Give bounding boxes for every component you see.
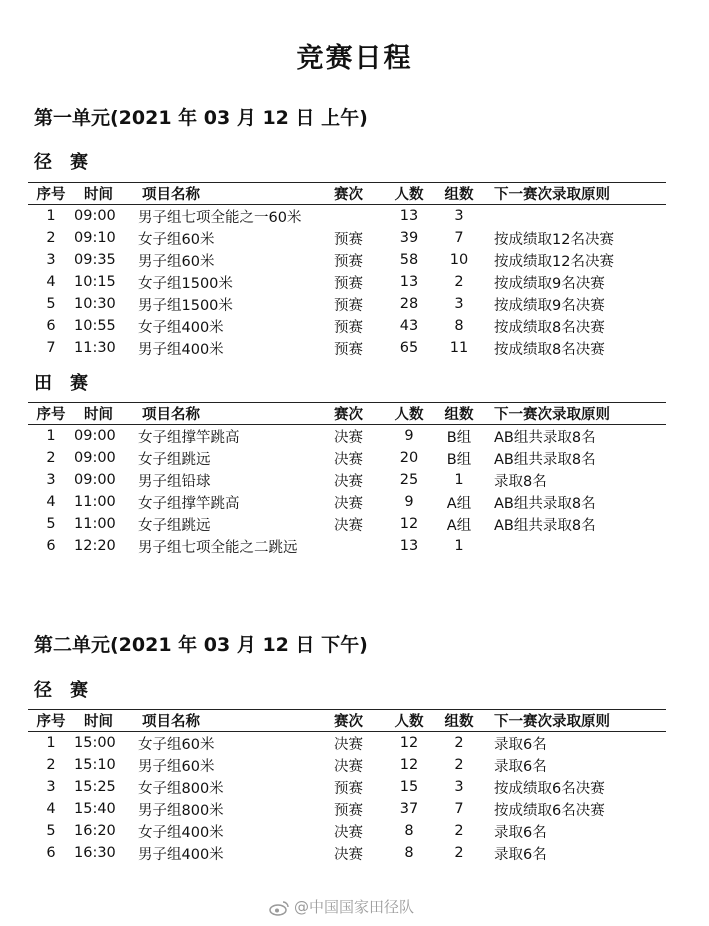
cell-round: 预赛	[334, 802, 363, 819]
cell-time: 10:15	[74, 274, 116, 290]
cell-no: 3	[46, 252, 56, 268]
cell-no: 5	[46, 516, 56, 532]
cell-event: 女子组跳远	[138, 451, 211, 468]
cell-groups: A组	[446, 495, 472, 512]
cell-groups: 2	[454, 735, 464, 751]
cell-round: 决赛	[334, 473, 363, 490]
cell-time: 12:20	[74, 538, 116, 554]
table-row	[28, 447, 666, 469]
cell-count: 37	[399, 801, 419, 817]
cell-groups: 1	[454, 472, 464, 488]
cell-round: 预赛	[334, 253, 363, 270]
cell-event: 男子组400米	[138, 846, 224, 863]
cell-count: 9	[404, 494, 414, 510]
column-header-no: 序号	[28, 710, 74, 732]
cell-round: 预赛	[334, 341, 363, 358]
cell-time: 16:30	[74, 845, 116, 861]
table-row	[28, 491, 666, 513]
column-header-count: 人数	[384, 710, 434, 732]
table-header-row	[28, 403, 666, 425]
cell-round: 决赛	[334, 846, 363, 863]
cell-rule: 录取6名	[494, 824, 547, 841]
column-header-count: 人数	[384, 183, 434, 205]
cell-rule: AB组共录取8名	[494, 429, 596, 446]
cell-time: 15:00	[74, 735, 116, 751]
cell-time: 10:30	[74, 296, 116, 312]
cell-count: 15	[399, 779, 419, 795]
cell-no: 3	[46, 779, 56, 795]
table-row	[28, 820, 666, 842]
cell-rule: 录取6名	[494, 758, 547, 775]
cell-groups: 11	[449, 340, 469, 356]
weibo-icon	[268, 900, 290, 916]
cell-count: 8	[404, 845, 414, 861]
column-header-groups: 组数	[434, 710, 484, 732]
cell-rule: 按成绩取8名决赛	[494, 319, 605, 336]
cell-event: 男子组七项全能之一60米	[138, 209, 302, 226]
cell-event: 男子组铅球	[138, 473, 211, 490]
cell-round: 预赛	[334, 780, 363, 797]
column-header-groups: 组数	[434, 183, 484, 205]
cell-event: 女子组撑竿跳高	[138, 429, 240, 446]
unit-heading-morning: 第一单元(2021 年 03 月 12 日 上午)	[34, 107, 368, 129]
cell-rule: 按成绩取12名决赛	[494, 253, 614, 270]
cell-time: 09:00	[74, 472, 116, 488]
cell-count: 8	[404, 823, 414, 839]
cell-event: 女子组60米	[138, 231, 215, 248]
table-header-row	[28, 183, 666, 205]
section-title-track: 径 赛	[34, 152, 88, 173]
cell-rule: 按成绩取12名决赛	[494, 231, 614, 248]
cell-no: 5	[46, 823, 56, 839]
cell-groups: B组	[446, 451, 472, 468]
cell-time: 09:00	[74, 208, 116, 224]
cell-no: 6	[46, 538, 56, 554]
cell-time: 16:20	[74, 823, 116, 839]
cell-no: 2	[46, 757, 56, 773]
cell-count: 12	[399, 516, 419, 532]
cell-time: 10:55	[74, 318, 116, 334]
unit-heading-afternoon: 第二单元(2021 年 03 月 12 日 下午)	[34, 634, 368, 656]
cell-no: 5	[46, 296, 56, 312]
schedule-table-track-morning	[28, 182, 666, 359]
cell-count: 13	[399, 274, 419, 290]
table-row	[28, 513, 666, 535]
cell-rule: 按成绩取9名决赛	[494, 297, 605, 314]
cell-event: 女子组400米	[138, 824, 224, 841]
cell-groups: 2	[454, 274, 464, 290]
cell-count: 28	[399, 296, 419, 312]
cell-time: 15:40	[74, 801, 116, 817]
cell-round: 预赛	[334, 231, 363, 248]
cell-rule: 按成绩取6名决赛	[494, 802, 605, 819]
table-row	[28, 293, 666, 315]
cell-count: 13	[399, 538, 419, 554]
cell-rule: 录取8名	[494, 473, 547, 490]
cell-event: 男子组七项全能之二跳远	[138, 539, 298, 556]
cell-rule: 按成绩取6名决赛	[494, 780, 605, 797]
column-header-no: 序号	[28, 183, 74, 205]
cell-round: 决赛	[334, 758, 363, 775]
cell-event: 女子组1500米	[138, 275, 233, 292]
table-row	[28, 337, 666, 359]
cell-count: 65	[399, 340, 419, 356]
cell-groups: 7	[454, 230, 464, 246]
column-header-rule: 下一赛次录取原则	[484, 183, 666, 205]
cell-groups: 2	[454, 823, 464, 839]
cell-no: 1	[46, 208, 56, 224]
table-row	[28, 776, 666, 798]
table-row	[28, 842, 666, 864]
table-row	[28, 227, 666, 249]
cell-rule: 按成绩取8名决赛	[494, 341, 605, 358]
column-header-time: 时间	[74, 403, 138, 425]
cell-count: 58	[399, 252, 419, 268]
cell-rule: 录取6名	[494, 736, 547, 753]
table-header-row	[28, 710, 666, 732]
table-row	[28, 798, 666, 820]
cell-round: 决赛	[334, 517, 363, 534]
table-row	[28, 315, 666, 337]
cell-no: 7	[46, 340, 56, 356]
cell-event: 男子组60米	[138, 758, 215, 775]
column-header-time: 时间	[74, 710, 138, 732]
cell-rule: AB组共录取8名	[494, 517, 596, 534]
column-header-rule: 下一赛次录取原则	[484, 710, 666, 732]
cell-event: 男子组60米	[138, 253, 215, 270]
cell-round: 决赛	[334, 736, 363, 753]
cell-round	[334, 535, 384, 557]
cell-groups: 3	[454, 779, 464, 795]
table-row	[28, 249, 666, 271]
cell-event: 男子组400米	[138, 341, 224, 358]
cell-rule: AB组共录取8名	[494, 451, 596, 468]
table-row	[28, 469, 666, 491]
cell-groups: 2	[454, 757, 464, 773]
cell-groups: 7	[454, 801, 464, 817]
cell-time: 15:25	[74, 779, 116, 795]
column-header-time: 时间	[74, 183, 138, 205]
cell-groups: 8	[454, 318, 464, 334]
cell-no: 3	[46, 472, 56, 488]
cell-round	[334, 205, 384, 228]
watermark-text: @中国国家田径队	[294, 898, 415, 916]
cell-event: 女子组跳远	[138, 517, 211, 534]
cell-groups: 10	[449, 252, 469, 268]
cell-event: 女子组撑竿跳高	[138, 495, 240, 512]
table-row	[28, 425, 666, 448]
cell-time: 11:00	[74, 516, 116, 532]
cell-count: 13	[399, 208, 419, 224]
cell-count: 20	[399, 450, 419, 466]
cell-count: 43	[399, 318, 419, 334]
cell-groups: B组	[446, 429, 472, 446]
cell-groups: A组	[446, 517, 472, 534]
table-row	[28, 732, 666, 755]
cell-count: 39	[399, 230, 419, 246]
page-title: 竞赛日程	[296, 43, 413, 74]
cell-round: 预赛	[334, 319, 363, 336]
cell-rule: 按成绩取9名决赛	[494, 275, 605, 292]
cell-round: 决赛	[334, 451, 363, 468]
cell-count: 9	[404, 428, 414, 444]
cell-event: 男子组800米	[138, 802, 224, 819]
column-header-round: 赛次	[334, 183, 384, 205]
cell-no: 2	[46, 230, 56, 246]
cell-time: 09:00	[74, 428, 116, 444]
table-row	[28, 754, 666, 776]
cell-groups: 3	[454, 296, 464, 312]
cell-no: 4	[46, 801, 56, 817]
cell-time: 11:30	[74, 340, 116, 356]
cell-time: 15:10	[74, 757, 116, 773]
column-header-event: 项目名称	[138, 710, 334, 732]
column-header-round: 赛次	[334, 710, 384, 732]
cell-event: 女子组400米	[138, 319, 224, 336]
column-header-round: 赛次	[334, 403, 384, 425]
cell-no: 6	[46, 845, 56, 861]
cell-time: 11:00	[74, 494, 116, 510]
schedule-table-field-morning	[28, 402, 666, 557]
cell-groups: 1	[454, 538, 464, 554]
table-row	[28, 271, 666, 293]
cell-time: 09:00	[74, 450, 116, 466]
column-header-groups: 组数	[434, 403, 484, 425]
watermark	[268, 896, 414, 917]
column-header-count: 人数	[384, 403, 434, 425]
cell-time: 09:35	[74, 252, 116, 268]
cell-round: 决赛	[334, 495, 363, 512]
cell-groups: 2	[454, 845, 464, 861]
section-title-track: 径 赛	[34, 680, 88, 701]
column-header-rule: 下一赛次录取原则	[484, 403, 666, 425]
cell-event: 女子组60米	[138, 736, 215, 753]
column-header-event: 项目名称	[138, 403, 334, 425]
cell-count: 12	[399, 735, 419, 751]
cell-event: 男子组1500米	[138, 297, 233, 314]
cell-round: 预赛	[334, 275, 363, 292]
cell-no: 4	[46, 274, 56, 290]
cell-count: 12	[399, 757, 419, 773]
cell-round: 决赛	[334, 824, 363, 841]
cell-rule	[484, 205, 666, 228]
schedule-table-track-afternoon	[28, 709, 666, 864]
cell-rule: AB组共录取8名	[494, 495, 596, 512]
cell-no: 1	[46, 735, 56, 751]
cell-groups: 3	[454, 208, 464, 224]
cell-no: 1	[46, 428, 56, 444]
cell-rule: 录取6名	[494, 846, 547, 863]
cell-no: 6	[46, 318, 56, 334]
cell-no: 2	[46, 450, 56, 466]
cell-count: 25	[399, 472, 419, 488]
table-row	[28, 535, 666, 557]
section-title-field: 田 赛	[34, 373, 88, 394]
cell-round: 预赛	[334, 297, 363, 314]
table-row	[28, 205, 666, 228]
column-header-event: 项目名称	[138, 183, 334, 205]
cell-round: 决赛	[334, 429, 363, 446]
cell-no: 4	[46, 494, 56, 510]
cell-event: 女子组800米	[138, 780, 224, 797]
cell-time: 09:10	[74, 230, 116, 246]
cell-rule	[484, 535, 666, 557]
column-header-no: 序号	[28, 403, 74, 425]
